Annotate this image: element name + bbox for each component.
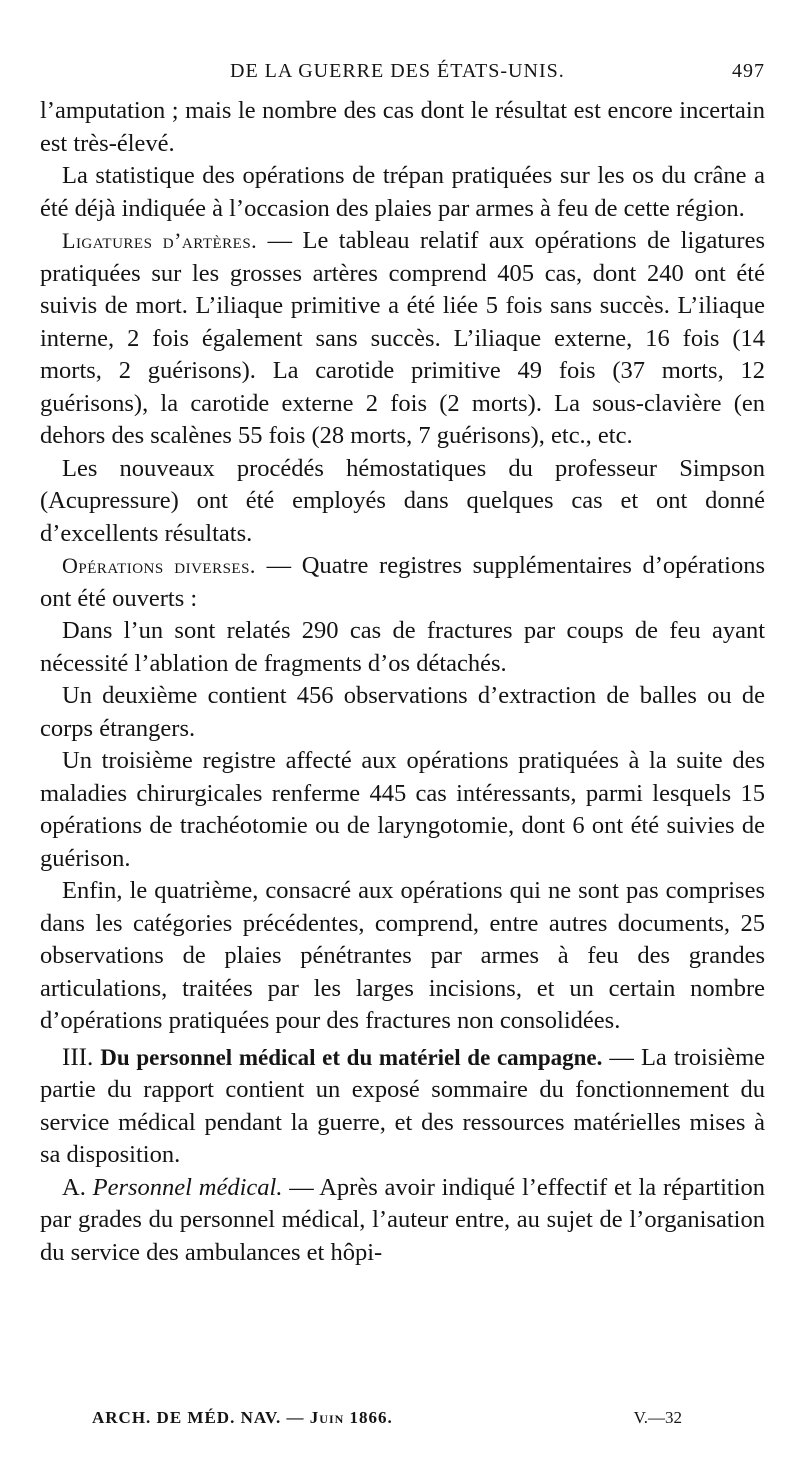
body-text: [40, 95, 765, 1269]
running-head: [40, 60, 765, 90]
running-title: DE LA GUERRE DES ÉTATS-UNIS.: [230, 60, 565, 82]
paragraph-fourth-register: Enfin, le quatrième, consacré aux opérations qui ne sont pas comprises dans les catégories précédentes, comprend, entre autres documents, 25 observations de plaies pénétrantes par armes à feu des grandes articulations, traitées par les larges incisions, et un certain nombre d’opérations pratiquées pour des fractures non consolidées.: [40, 877, 765, 1034]
operations-text: — Quatre registres supplémentaires d’opérations ont été ouverts :: [40, 552, 765, 612]
personnel-text: — Après avoir indiqué l’effectif et la répartition par grades du personnel médical, l’auteur entre, au sujet de l’organisation du service des ambulances et hôpi-: [40, 1173, 765, 1266]
paragraph-third-register: Un troisième registre affecté aux opérations pratiquées à la suite des maladies chirurgicales renferme 445 cas intéressants, parmi lesquels 15 opérations de trachéotomie ou de laryngotomie, dont 6 ont été suivies de guérison.: [40, 747, 765, 872]
paragraph-first-register: Dans l’un sont relatés 290 cas de fractures par coups de feu ayant nécessité l’ablation de fragments d’os détachés.: [40, 617, 765, 677]
paragraph-second-register: Un deuxième contient 456 observations d’extraction de balles ou de corps étrangers.: [40, 682, 765, 742]
paragraph-operations: [40, 550, 765, 615]
paragraph-amputation: l’amputation ; mais le nombre des cas dont le résultat est encore incertain est très-élevé.: [40, 97, 765, 157]
page-number: 497: [732, 60, 765, 82]
paragraph-section-three: [40, 1042, 765, 1172]
signature-mark: V.—32: [633, 1408, 682, 1427]
section-three-text: — La troisième partie du rapport contient un exposé sommaire du fonctionnement du service médical pendant la guerre, et des ressources matérielles mises à sa disposition.: [40, 1043, 766, 1168]
paragraph-personnel: [40, 1172, 765, 1270]
heading-operations: Opérations diverses.: [62, 553, 256, 578]
page-footer: [92, 1408, 682, 1436]
subsection-label: A.: [62, 1173, 86, 1201]
section-number: III.: [62, 1043, 94, 1071]
ligatures-text: — Le tableau relatif aux opérations de ligatures pratiquées sur les grosses artères comprend 405 cas, dont 240 ont été suivis de mort. L’iliaque primitive a été liée 5 fois sans succès. L’iliaque interne, 2 fois également sans succès. L’iliaque externe, 16 fois (14 morts, 2 guérisons). La carotide primitive 49 fois (37 morts, 12 guérisons), la carotide externe 2 fois (2 morts). La sous-clavière (en dehors des scalènes 55 fois (28 morts, 7 guérisons), etc., etc.: [40, 227, 765, 449]
section-title: Du personnel médical et du matériel de campagne.: [100, 1044, 603, 1070]
paragraph-ligatures: [40, 225, 765, 453]
journal-reference: ARCH. DE MÉD. NAV. — Juin 1866.: [92, 1408, 393, 1427]
heading-ligatures: Ligatures d’artères.: [62, 228, 258, 253]
subsection-title: Personnel médical.: [92, 1173, 283, 1201]
paragraph-trepan: La statistique des opérations de trépan pratiquées sur les os du crâne a été déjà indiquée à l’occasion des plaies par armes à feu de cette région.: [40, 162, 765, 222]
paragraph-simpson: Les nouveaux procédés hémostatiques du professeur Simpson (Acupressure) ont été employés dans quelques cas et ont donné d’excellents résultats.: [40, 454, 765, 547]
